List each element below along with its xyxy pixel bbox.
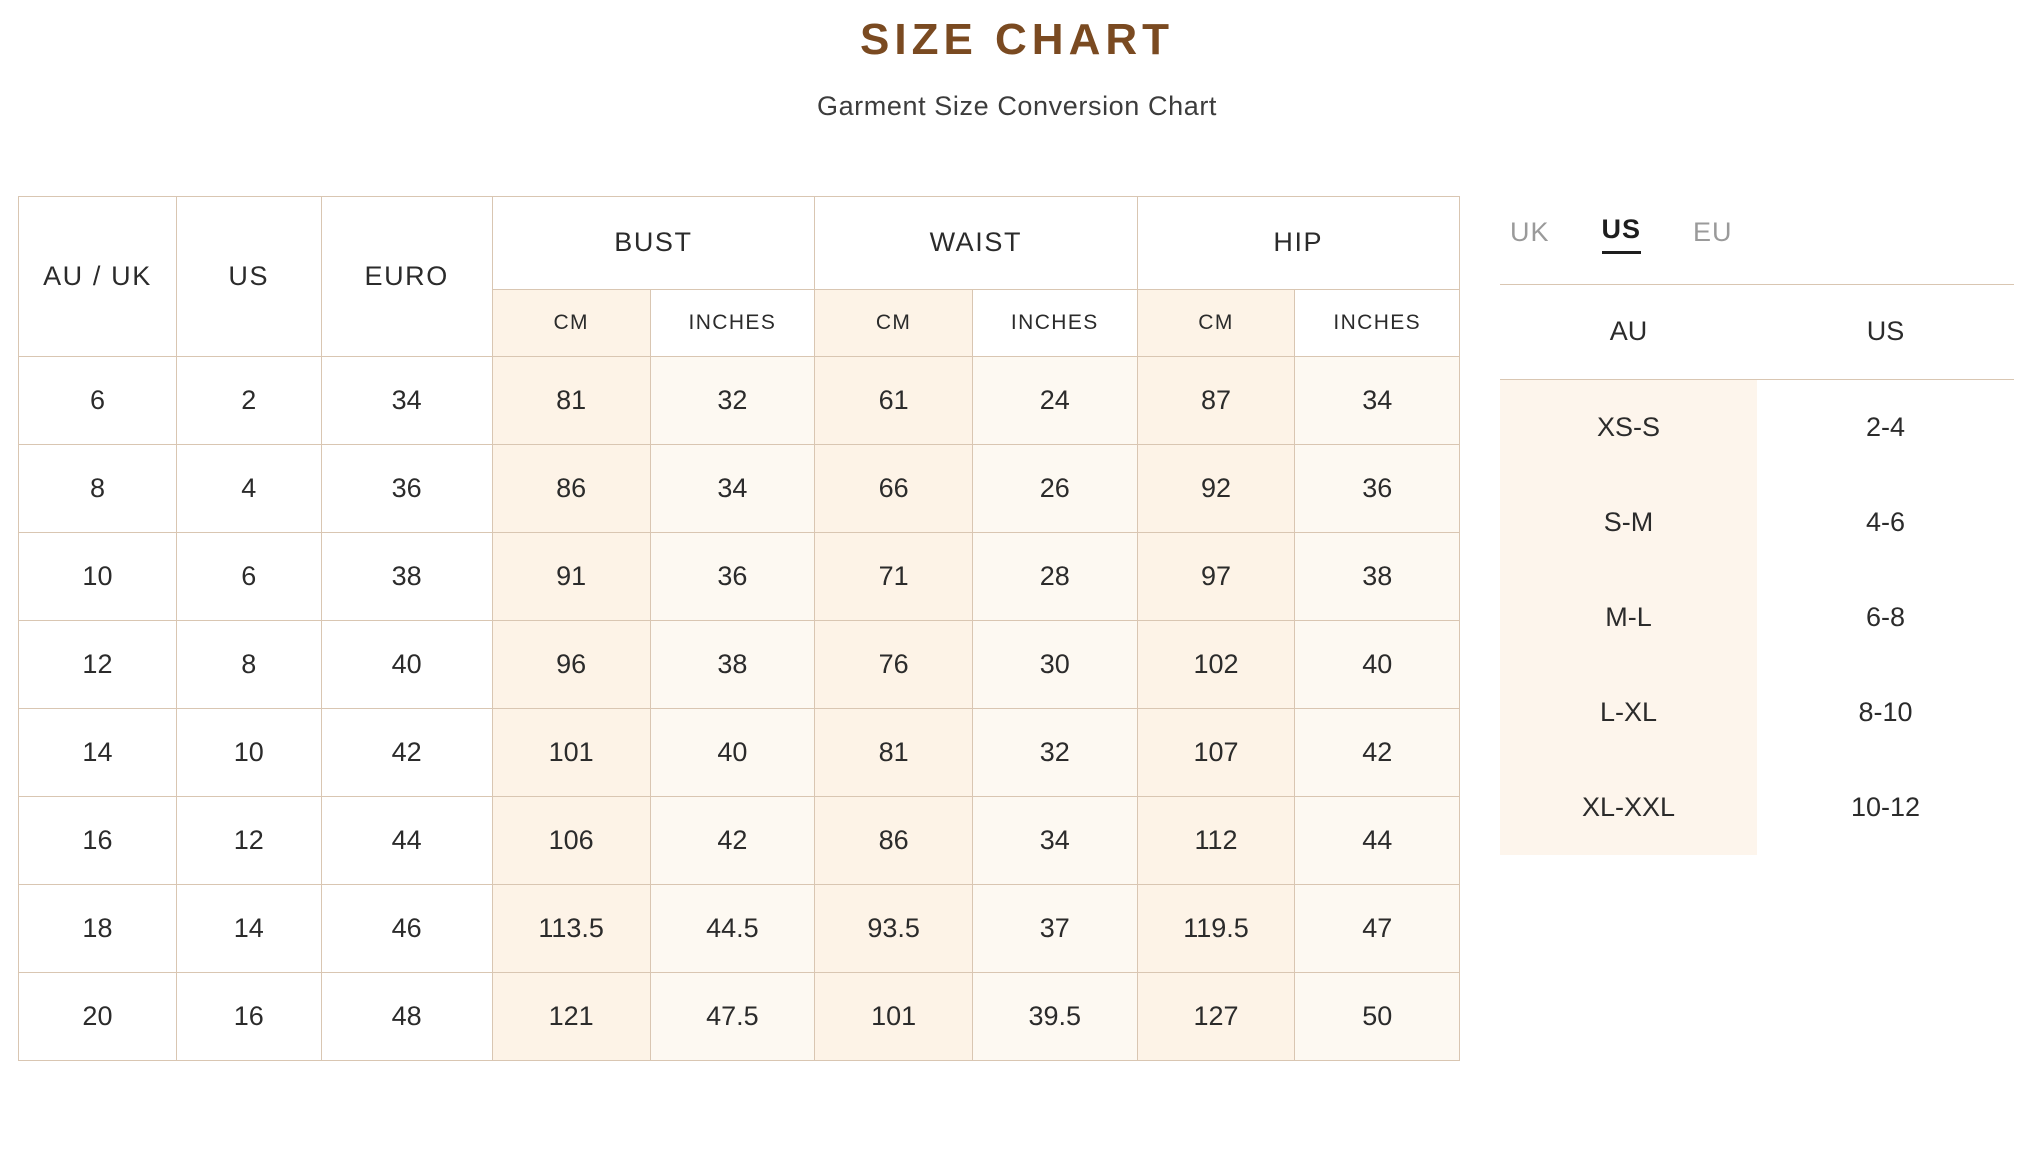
column-header-us: US [176, 196, 321, 356]
cell-hip-cm: 119.5 [1137, 884, 1295, 972]
cell-waist-in: 32 [973, 708, 1137, 796]
cell-au-uk: 18 [19, 884, 177, 972]
subheader-bust-cm: CM [492, 289, 650, 356]
cell-waist-cm: 93.5 [815, 884, 973, 972]
side-cell-us: 10-12 [1757, 760, 2014, 855]
cell-waist-in: 39.5 [973, 972, 1137, 1060]
cell-us: 14 [176, 884, 321, 972]
cell-hip-cm: 127 [1137, 972, 1295, 1060]
cell-au-uk: 10 [19, 532, 177, 620]
cell-hip-in: 38 [1295, 532, 1460, 620]
cell-bust-cm: 96 [492, 620, 650, 708]
cell-au-uk: 20 [19, 972, 177, 1060]
cell-hip-in: 40 [1295, 620, 1460, 708]
side-table-row [1500, 665, 2014, 760]
cell-euro: 40 [321, 620, 492, 708]
subheader-waist-cm: CM [815, 289, 973, 356]
column-header-euro: EURO [321, 196, 492, 356]
cell-hip-cm: 107 [1137, 708, 1295, 796]
cell-bust-in: 47.5 [650, 972, 815, 1060]
cell-euro: 44 [321, 796, 492, 884]
cell-bust-cm: 91 [492, 532, 650, 620]
cell-waist-cm: 81 [815, 708, 973, 796]
size-chart-table-wrap [18, 196, 1460, 1061]
cell-bust-cm: 101 [492, 708, 650, 796]
tab-us[interactable]: US [1602, 214, 1642, 254]
cell-hip-cm: 102 [1137, 620, 1295, 708]
subheader-waist-inches: INCHES [973, 289, 1137, 356]
cell-euro: 36 [321, 444, 492, 532]
tab-uk[interactable]: UK [1510, 216, 1550, 247]
cell-bust-in: 42 [650, 796, 815, 884]
table-row [19, 884, 1460, 972]
subheader-hip-cm: CM [1137, 289, 1295, 356]
cell-au-uk: 8 [19, 444, 177, 532]
cell-waist-in: 28 [973, 532, 1137, 620]
cell-hip-in: 42 [1295, 708, 1460, 796]
cell-au-uk: 16 [19, 796, 177, 884]
cell-bust-cm: 81 [492, 356, 650, 444]
cell-waist-cm: 61 [815, 356, 973, 444]
column-header-waist: WAIST [815, 196, 1137, 289]
side-cell-au: S-M [1500, 475, 1757, 570]
cell-hip-in: 34 [1295, 356, 1460, 444]
cell-waist-in: 34 [973, 796, 1137, 884]
table-row [19, 356, 1460, 444]
cell-au-uk: 14 [19, 708, 177, 796]
cell-bust-cm: 106 [492, 796, 650, 884]
cell-euro: 48 [321, 972, 492, 1060]
cell-bust-cm: 86 [492, 444, 650, 532]
cell-waist-in: 30 [973, 620, 1137, 708]
cell-waist-in: 37 [973, 884, 1137, 972]
table-header-row-main [19, 196, 1460, 289]
cell-bust-in: 36 [650, 532, 815, 620]
side-column-header-us: US [1757, 284, 2014, 379]
cell-hip-cm: 97 [1137, 532, 1295, 620]
side-cell-us: 2-4 [1757, 379, 2014, 475]
side-cell-us: 8-10 [1757, 665, 2014, 760]
cell-waist-cm: 66 [815, 444, 973, 532]
cell-euro: 34 [321, 356, 492, 444]
cell-au-uk: 6 [19, 356, 177, 444]
column-header-bust: BUST [492, 196, 814, 289]
cell-us: 2 [176, 356, 321, 444]
cell-us: 6 [176, 532, 321, 620]
side-cell-au: M-L [1500, 570, 1757, 665]
cell-us: 8 [176, 620, 321, 708]
cell-hip-in: 47 [1295, 884, 1460, 972]
cell-bust-cm: 113.5 [492, 884, 650, 972]
cell-waist-cm: 71 [815, 532, 973, 620]
table-row [19, 444, 1460, 532]
subheader-hip-inches: INCHES [1295, 289, 1460, 356]
cell-us: 4 [176, 444, 321, 532]
cell-waist-in: 24 [973, 356, 1137, 444]
size-chart-table [18, 196, 1460, 1061]
table-row [19, 796, 1460, 884]
region-tabs [1500, 214, 2014, 254]
cell-waist-cm: 76 [815, 620, 973, 708]
cell-bust-in: 34 [650, 444, 815, 532]
table-row [19, 972, 1460, 1060]
cell-us: 12 [176, 796, 321, 884]
side-table-row [1500, 475, 2014, 570]
side-table-row [1500, 379, 2014, 475]
tab-eu[interactable]: EU [1693, 216, 1733, 247]
cell-hip-cm: 87 [1137, 356, 1295, 444]
page-title: SIZE CHART [860, 15, 1174, 64]
cell-waist-cm: 101 [815, 972, 973, 1060]
cell-waist-cm: 86 [815, 796, 973, 884]
table-row [19, 708, 1460, 796]
table-row [19, 532, 1460, 620]
cell-bust-in: 40 [650, 708, 815, 796]
side-cell-us: 6-8 [1757, 570, 2014, 665]
cell-hip-in: 50 [1295, 972, 1460, 1060]
cell-hip-in: 36 [1295, 444, 1460, 532]
cell-us: 16 [176, 972, 321, 1060]
side-cell-au: L-XL [1500, 665, 1757, 760]
cell-euro: 46 [321, 884, 492, 972]
cell-bust-in: 44.5 [650, 884, 815, 972]
cell-us: 10 [176, 708, 321, 796]
cell-bust-in: 32 [650, 356, 815, 444]
side-cell-au: XS-S [1500, 379, 1757, 475]
column-header-au-uk: AU / UK [19, 196, 177, 356]
side-cell-au: XL-XXL [1500, 760, 1757, 855]
side-cell-us: 4-6 [1757, 475, 2014, 570]
side-table-row [1500, 760, 2014, 855]
page-header [0, 0, 2034, 122]
cell-hip-cm: 112 [1137, 796, 1295, 884]
cell-bust-in: 38 [650, 620, 815, 708]
side-table-row [1500, 570, 2014, 665]
cell-au-uk: 12 [19, 620, 177, 708]
region-size-panel [1500, 196, 2014, 855]
page-subtitle: Garment Size Conversion Chart [816, 90, 1218, 121]
table-row [19, 620, 1460, 708]
content-area [0, 196, 2034, 1061]
side-table-header-row [1500, 284, 2014, 379]
side-column-header-au: AU [1500, 284, 1757, 379]
subheader-bust-inches: INCHES [650, 289, 815, 356]
cell-euro: 38 [321, 532, 492, 620]
column-header-hip: HIP [1137, 196, 1459, 289]
cell-hip-cm: 92 [1137, 444, 1295, 532]
cell-bust-cm: 121 [492, 972, 650, 1060]
cell-hip-in: 44 [1295, 796, 1460, 884]
side-conversion-table [1500, 284, 2014, 855]
cell-euro: 42 [321, 708, 492, 796]
cell-waist-in: 26 [973, 444, 1137, 532]
